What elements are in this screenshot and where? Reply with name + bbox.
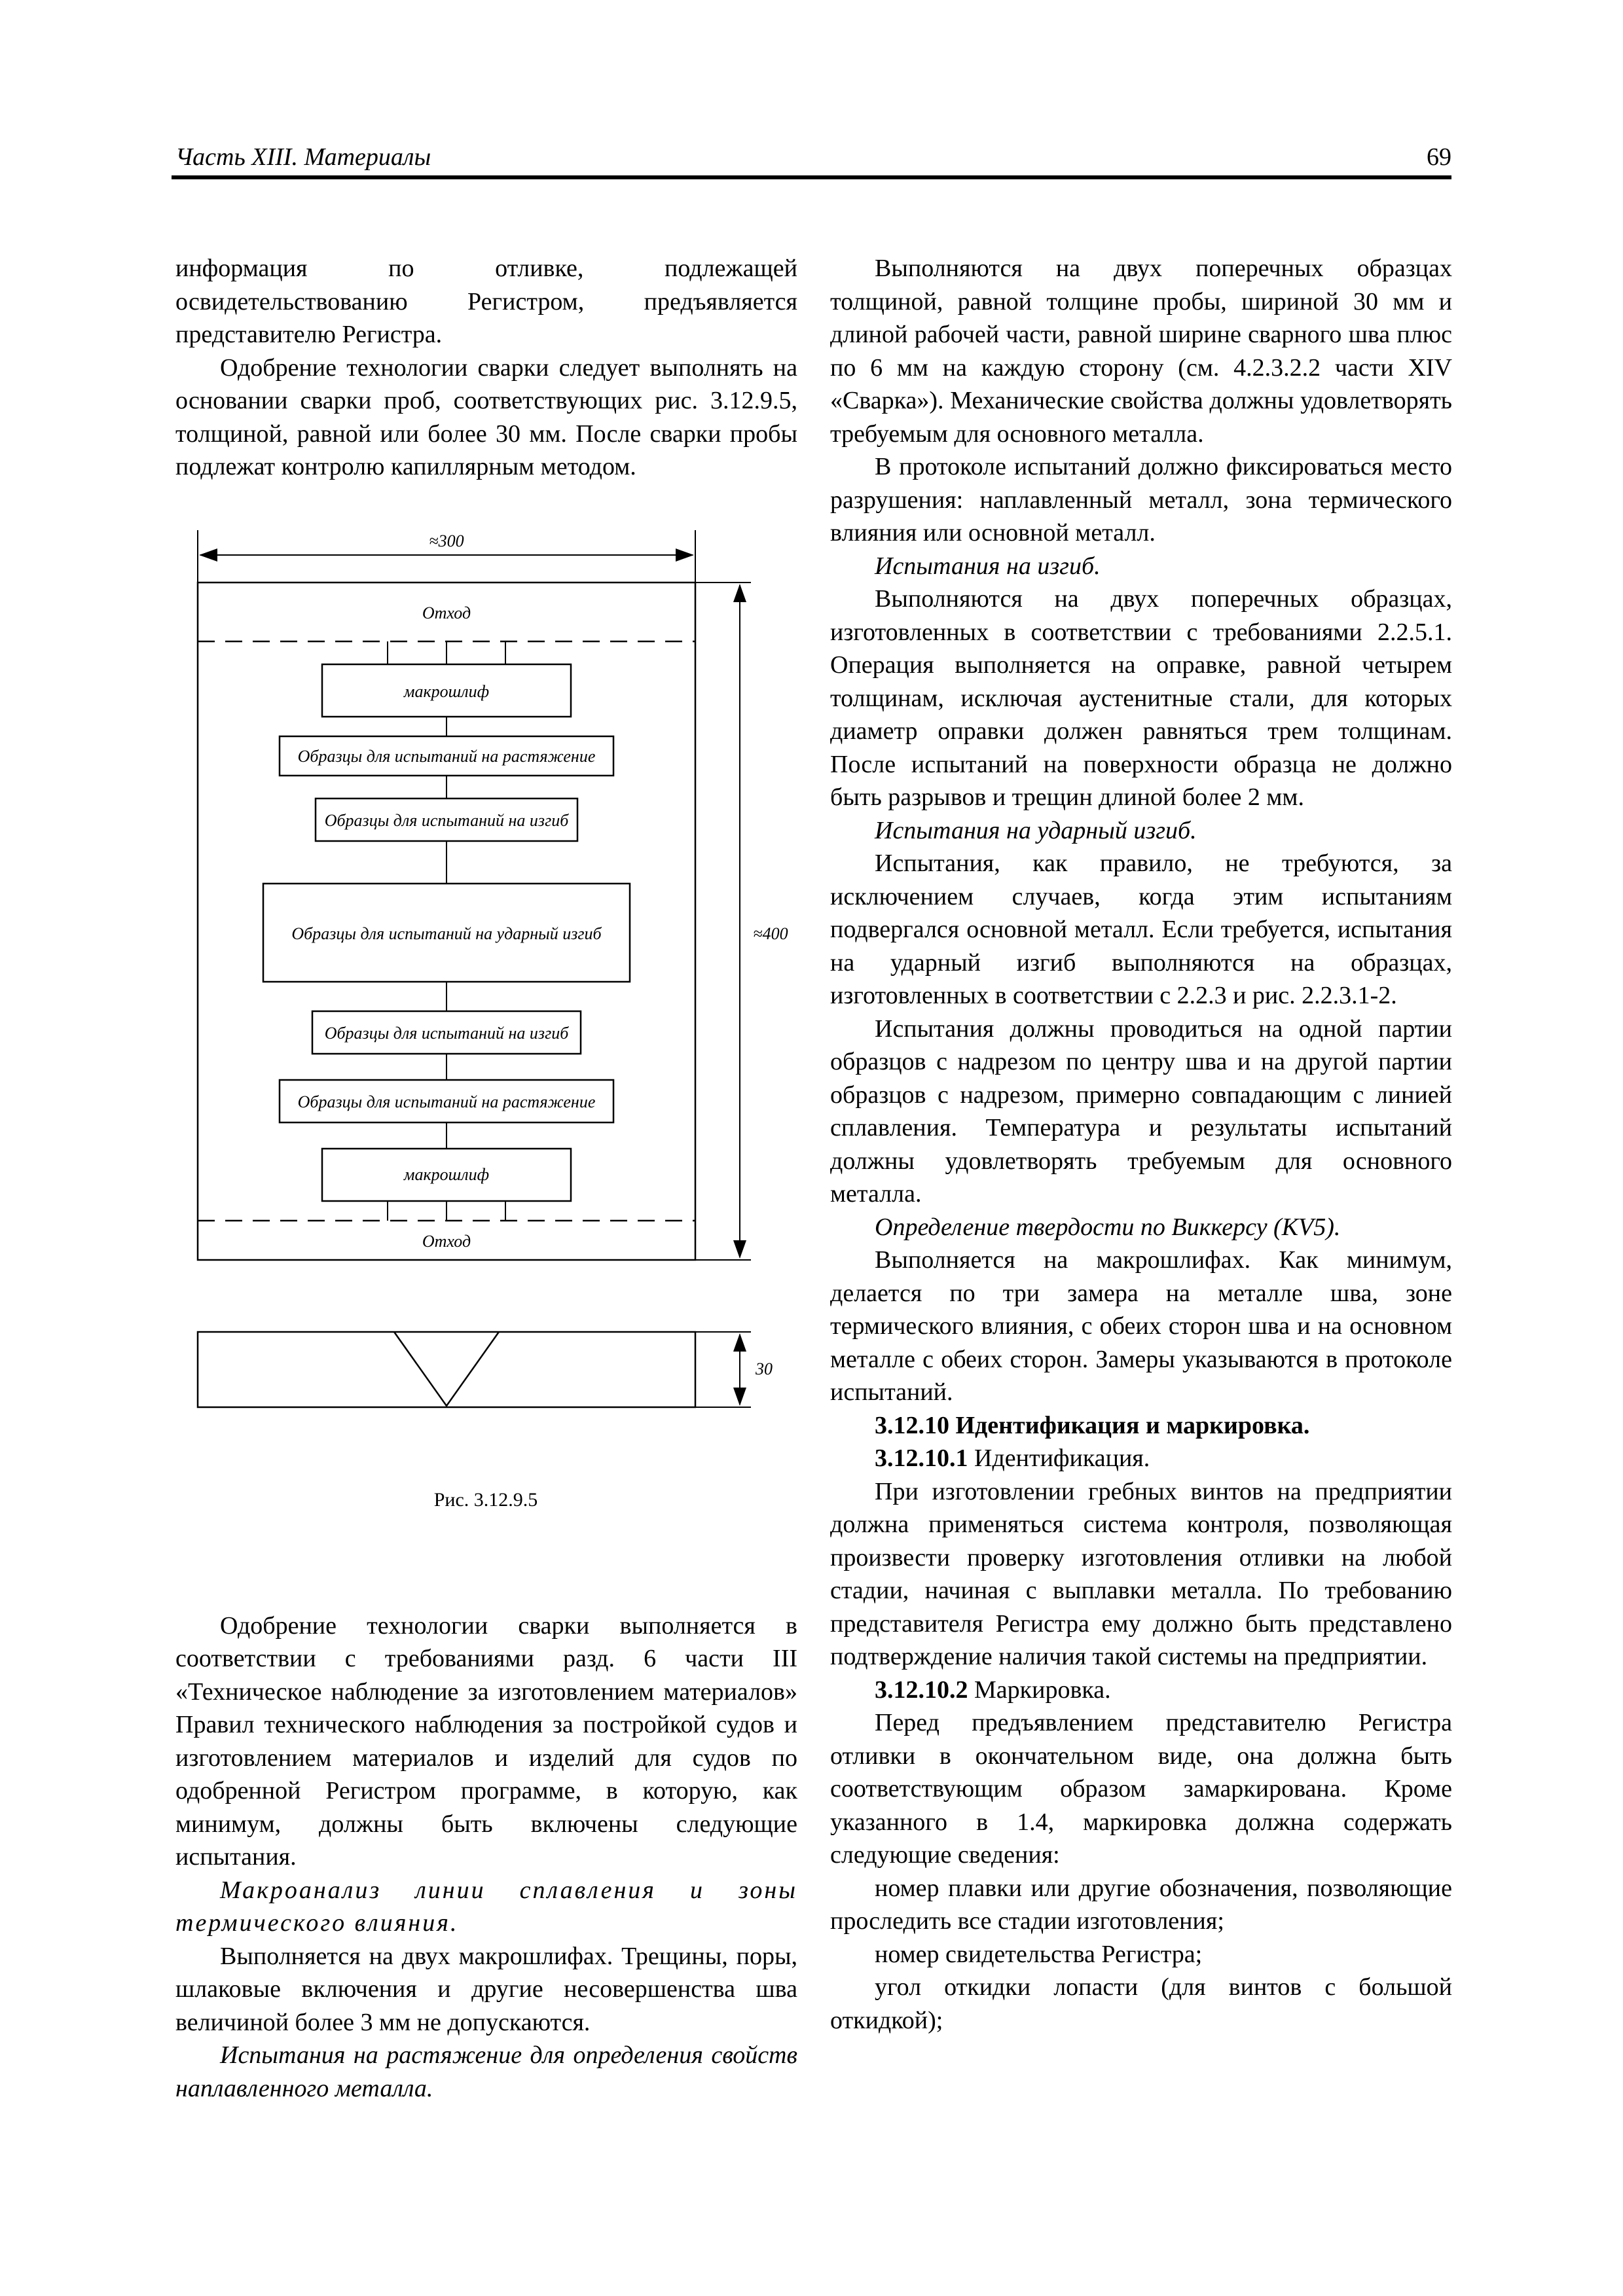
subheading-impact: Испытания на ударный изгиб. bbox=[875, 816, 1197, 844]
scrap-bottom-label: Отход bbox=[422, 1232, 471, 1251]
figure-caption: Рис. 3.12.9.5 bbox=[433, 1489, 538, 1511]
paragraph: Выполняются на двух поперечных образцах толщиной, равной толщине пробы, шириной 30 мм и длиной рабочей части, равной ширине сварного шва плюс по 6 мм на каждую сторону (см. 4.2.3.2.2 части XIV «Сварка»). Механические свойства должны удовлетворять требуемым для основного металла. bbox=[830, 255, 1452, 448]
box-bend-bottom: Образцы для испытаний на изгиб bbox=[324, 1024, 569, 1043]
box-bend-top: Образцы для испытаний на изгиб bbox=[324, 811, 569, 830]
thickness-dimension: 30 bbox=[756, 1359, 773, 1378]
subsection-title: Маркировка. bbox=[968, 1676, 1111, 1704]
paragraph: Одобрение технологии сварки выполняется в соответствии с требованиями разд. 6 части III «Техническое наблюдение за изготовлением материалов» Правил технического наблюдения за постройкой судов и изготовлением материалов и изделий для судов по одобренной Регистром программе, в которую, как минимум, должны быть включены следующие испытания. bbox=[175, 1611, 797, 1871]
page-number: 69 bbox=[1427, 143, 1451, 171]
paragraph: Одобрение технологии сварки следует выполнять на основании сварки проб, соответствующих рис. 3.12.9.5, толщиной, равной или более 30 мм. После сварки пробы подлежат контролю капиллярным методом. bbox=[175, 353, 797, 480]
scrap-top-label: Отход bbox=[422, 603, 471, 622]
right-column bbox=[830, 252, 1452, 2037]
specimen-layout-diagram bbox=[172, 517, 800, 1512]
width-dimension: ≈300 bbox=[429, 531, 464, 550]
paragraph: информация по отливке, подлежащей освидетельствованию Регистром, предъявляется представителю Регистра. bbox=[175, 255, 797, 348]
paragraph: В протоколе испытаний должно фиксироваться место разрушения: наплавленный металл, зона термического влияния или основной металл. bbox=[830, 453, 1452, 547]
weld-test-figure bbox=[172, 517, 800, 1512]
subsection-number: 3.12.10.1 bbox=[875, 1444, 968, 1472]
paragraph: При изготовлении гребных винтов на предприятии должна применяться система контроля, позволяющая произвести проверку изготовления отливки на любой стадии, начиная с выплавки металла. По требованию представителя Регистра ему должно быть представлено подтверждение наличия такой системы на предприятии. bbox=[830, 1477, 1452, 1670]
subsection-marking bbox=[830, 1674, 1452, 1707]
box-impact: Образцы для испытаний на ударный изгиб bbox=[291, 924, 602, 943]
list-item: номер свидетельства Регистра; bbox=[875, 1940, 1203, 1968]
list-item: угол откидки лопасти (для винтов с большой откидкой); bbox=[830, 1973, 1452, 2034]
box-tensile-top: Образцы для испытаний на растяжение bbox=[297, 747, 596, 766]
paragraph: Выполняется на двух макрошлифах. Трещины, поры, шлаковые включения и другие несовершенства шва величиной более 3 мм не допускаются. bbox=[175, 1942, 797, 2036]
paragraph: Выполняются на двух поперечных образцах, изготовленных в соответствии с требованиями 2.2.5.1. Операция выполняется на оправке, равной четырем толщинам, исключая аустенитные стали, для которых диаметр оправки должен равняться трем толщинам. После испытаний на поверхности образца не должно быть разрывов и трещин длиной более 2 мм. bbox=[830, 585, 1452, 811]
paragraph: Испытания, как правило, не требуются, за исключением случаев, когда этим испытаниям подвергался основной металл. Если требуется, испытания на ударный изгиб выполняются на образцах, изготовленных в соответствии с 2.2.3 и рис. 2.2.3.1-2. bbox=[830, 850, 1452, 1009]
height-dimension: ≈400 bbox=[753, 924, 788, 943]
box-macro-top: макрошлиф bbox=[403, 682, 490, 701]
subsection-identification bbox=[830, 1442, 1452, 1475]
box-tensile-bottom: Образцы для испытаний на растяжение bbox=[297, 1092, 596, 1111]
list-item: номер плавки или другие обозначения, позволяющие проследить все стадии изготовления; bbox=[830, 1874, 1452, 1935]
subheading-tensile: Испытания на растяжение для определения свойств наплавленного металла. bbox=[175, 2041, 797, 2102]
subheading-bend: Испытания на изгиб. bbox=[875, 552, 1101, 580]
subheading-macro: Макроанализ линии сплавления и зоны термического влияния. bbox=[175, 1876, 797, 1937]
section-heading: 3.12.10 Идентификация и маркировка. bbox=[875, 1411, 1310, 1439]
subsection-title: Идентификация. bbox=[968, 1444, 1150, 1472]
subheading-hardness: Определение твердости по Виккерсу (KV5). bbox=[875, 1213, 1341, 1241]
paragraph: Перед предъявлением представителю Регистра отливки в окончательном виде, она должна быть соответствующим образом замаркирована. Кроме указанного в 1.4, маркировка должна содержать следующие сведения: bbox=[830, 1709, 1452, 1869]
running-header: Часть XIII. Материалы bbox=[175, 143, 431, 171]
box-macro-bottom: макрошлиф bbox=[403, 1165, 490, 1184]
header-rule bbox=[172, 175, 1451, 179]
subsection-number: 3.12.10.2 bbox=[875, 1676, 968, 1704]
paragraph: Выполняется на макрошлифах. Как минимум, делается по три замера на металле шва, зоне термического влияния, с обеих сторон шва и на основном металле с обеих сторон. Замеры указываются в протоколе испытаний. bbox=[830, 1246, 1452, 1406]
paragraph: Испытания должны проводиться на одной партии образцов с надрезом по центру шва и на другой партии образцов с надрезом, примерно совпадающим с линией сплавления. Температура и результаты испытаний должны удовлетворять требуемым для основного металла. bbox=[830, 1014, 1452, 1208]
